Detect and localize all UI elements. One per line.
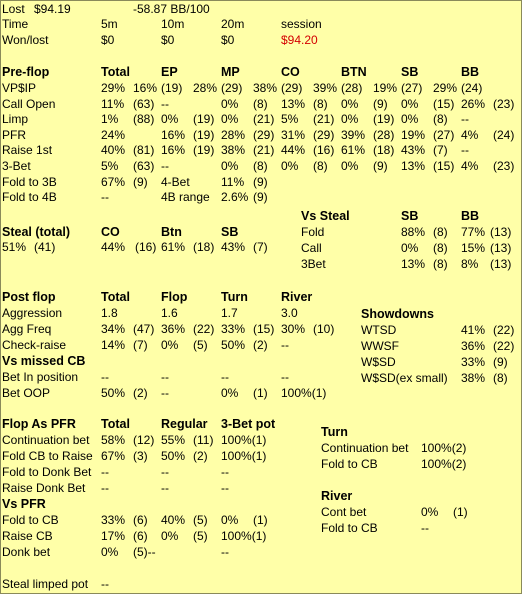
preflop-cell: 26% bbox=[461, 97, 486, 111]
preflop-cell: 4-Bet bbox=[161, 175, 190, 189]
col-5m: 5m bbox=[101, 17, 118, 31]
lost-value: $94.19 bbox=[34, 2, 71, 16]
showdown-value: 38% bbox=[461, 371, 486, 385]
preflop-col-header: BB bbox=[461, 65, 480, 79]
flop-as-pfr-regular-count: (2) bbox=[193, 449, 208, 463]
river-row-label: Cont bet bbox=[321, 505, 367, 519]
postflop-total-count: (47) bbox=[133, 322, 155, 336]
steal-co-value: 44% bbox=[101, 240, 126, 254]
preflop-cell: 40% bbox=[101, 143, 126, 157]
flop-as-pfr-3bet-value: -- bbox=[221, 465, 229, 479]
vs-pfr-regular-value: 40% bbox=[161, 513, 186, 527]
vs-steal-row-label: 3Bet bbox=[301, 257, 326, 271]
vs-pfr-row-label: Donk bet bbox=[2, 545, 51, 559]
preflop-cell: (8) bbox=[313, 97, 328, 111]
preflop-col-header: BTN bbox=[341, 65, 367, 79]
vs-steal-sb-value: 13% bbox=[401, 257, 426, 271]
vs-steal-sb-count: (8) bbox=[433, 225, 448, 239]
preflop-cell: 5% bbox=[281, 112, 299, 126]
showdown-count: (9) bbox=[493, 355, 508, 369]
preflop-cell: (9) bbox=[373, 97, 388, 111]
postflop-flop-header: Flop bbox=[161, 290, 188, 304]
preflop-cell: 31% bbox=[281, 128, 306, 142]
preflop-cell: 19% bbox=[373, 81, 398, 95]
showdown-value: 33% bbox=[461, 355, 486, 369]
turn-value: 100%(2) bbox=[421, 457, 467, 471]
preflop-cell: -- bbox=[161, 159, 169, 173]
vs-steal-header: Vs Steal bbox=[301, 209, 350, 223]
vs-steal-bb-count: (13) bbox=[490, 257, 512, 271]
steal-total-value: 51% bbox=[2, 240, 27, 254]
preflop-cell: (15) bbox=[433, 97, 455, 111]
flop-as-pfr-row-label: Fold to Donk Bet bbox=[2, 465, 92, 479]
steal-sb-count: (7) bbox=[253, 240, 268, 254]
preflop-cell: 0% bbox=[221, 112, 239, 126]
flop-as-pfr-3bet-value: 100%(1) bbox=[221, 433, 267, 447]
postflop-flop-value: -- bbox=[161, 370, 169, 384]
showdown-row-label: W$SD(ex small) bbox=[361, 371, 448, 385]
flop-as-pfr-regular-header: Regular bbox=[161, 417, 208, 431]
postflop-turn-value: -- bbox=[221, 370, 229, 384]
vs-pfr-regular-value: 0% bbox=[161, 529, 179, 543]
vs-steal-row-label: Call bbox=[301, 241, 322, 255]
preflop-cell: (27) bbox=[401, 81, 423, 95]
preflop-col-header: MP bbox=[221, 65, 240, 79]
postflop-row-label: Check-raise bbox=[2, 338, 67, 352]
preflop-row-label: Limp bbox=[2, 112, 29, 126]
showdown-row-label: WTSD bbox=[361, 323, 397, 337]
flop-as-pfr-3bet-value: 100%(1) bbox=[221, 449, 267, 463]
preflop-cell: 11% bbox=[221, 175, 245, 189]
showdown-row-label: WWSF bbox=[361, 339, 399, 353]
steal-sb-header: SB bbox=[221, 225, 239, 239]
postflop-total-count: (2) bbox=[133, 386, 148, 400]
preflop-cell: 0% bbox=[341, 159, 359, 173]
preflop-cell: (19) bbox=[193, 143, 215, 157]
preflop-cell: (8) bbox=[313, 159, 328, 173]
postflop-flop-value: 0% bbox=[161, 338, 179, 352]
postflop-total-value: 50% bbox=[101, 386, 126, 400]
showdown-value: 41% bbox=[461, 323, 486, 337]
preflop-cell: 1% bbox=[101, 112, 119, 126]
steal-limped-pot-label: Steal limped pot bbox=[2, 577, 89, 591]
postflop-turn-value: 0% bbox=[221, 386, 239, 400]
preflop-cell: (16) bbox=[313, 143, 335, 157]
flop-as-pfr-regular-value: -- bbox=[161, 481, 169, 495]
vs-steal-sb-count: (8) bbox=[433, 257, 448, 271]
turn-row-label: Continuation bet bbox=[321, 441, 409, 455]
turn-value: 100%(2) bbox=[421, 441, 467, 455]
flop-as-pfr-3bet-value: -- bbox=[221, 481, 229, 495]
flop-as-pfr-total-value: 67% bbox=[101, 449, 126, 463]
preflop-row-label: VP$IP bbox=[2, 81, 37, 95]
preflop-cell: 38% bbox=[221, 143, 246, 157]
preflop-cell: (23) bbox=[493, 159, 515, 173]
vs-steal-bb-value: 8% bbox=[461, 257, 479, 271]
preflop-cell: (63) bbox=[133, 97, 155, 111]
preflop-cell: -- bbox=[461, 112, 469, 126]
vs-steal-bb-count: (13) bbox=[490, 225, 512, 239]
preflop-cell: 43% bbox=[401, 143, 426, 157]
flop-as-pfr-regular-value: 50% bbox=[161, 449, 186, 463]
preflop-cell: 44% bbox=[281, 143, 306, 157]
preflop-cell: 0% bbox=[341, 97, 359, 111]
preflop-cell: 61% bbox=[341, 143, 366, 157]
preflop-cell: 0% bbox=[401, 97, 419, 111]
postflop-river-value: 30% bbox=[281, 322, 306, 336]
preflop-cell: 28% bbox=[221, 128, 246, 142]
steal-limped-pot-value: -- bbox=[101, 577, 109, 591]
postflop-turn-value: 1.7 bbox=[221, 306, 238, 320]
vs-pfr-total-value: 33% bbox=[101, 513, 126, 527]
turn-row-label: Fold to CB bbox=[321, 457, 378, 471]
preflop-cell: 5% bbox=[101, 159, 119, 173]
preflop-cell: 11% bbox=[101, 97, 125, 111]
postflop-river-value: 100%(1) bbox=[281, 386, 327, 400]
preflop-cell: (8) bbox=[253, 97, 268, 111]
postflop-total-value: 14% bbox=[101, 338, 126, 352]
postflop-flop-value: 1.6 bbox=[161, 306, 178, 320]
vs-pfr-3bet-count: (1) bbox=[253, 513, 268, 527]
preflop-cell: (8) bbox=[433, 112, 448, 126]
postflop-total-value: 34% bbox=[101, 322, 126, 336]
postflop-river-count: (10) bbox=[313, 322, 335, 336]
postflop-river-header: River bbox=[281, 290, 313, 304]
preflop-cell: 2.6% bbox=[221, 190, 249, 204]
postflop-turn-count: (1) bbox=[253, 386, 268, 400]
preflop-cell: 0% bbox=[341, 112, 359, 126]
flop-as-pfr-total-count: (3) bbox=[133, 449, 148, 463]
showdown-value: 36% bbox=[461, 339, 486, 353]
preflop-cell: (28) bbox=[373, 128, 395, 142]
wonlost-10m: $0 bbox=[161, 33, 175, 47]
vs-pfr-row-label: Fold to CB bbox=[2, 513, 59, 527]
preflop-cell: 4% bbox=[461, 128, 479, 142]
flop-as-pfr-row-label: Raise Donk Bet bbox=[2, 481, 86, 495]
preflop-cell: (21) bbox=[253, 112, 275, 126]
wonlost-20m: $0 bbox=[221, 33, 235, 47]
postflop-header: Post flop bbox=[2, 290, 56, 304]
river-row-label: Fold to CB bbox=[321, 521, 378, 535]
river-header: River bbox=[321, 489, 353, 503]
postflop-total-header: Total bbox=[101, 290, 130, 304]
preflop-cell: (9) bbox=[373, 159, 388, 173]
preflop-cell: (21) bbox=[313, 112, 335, 126]
postflop-river-value: -- bbox=[281, 370, 289, 384]
preflop-cell: (27) bbox=[433, 128, 455, 142]
showdown-count: (8) bbox=[493, 371, 508, 385]
vs-pfr-total-count: (6) bbox=[133, 529, 148, 543]
preflop-col-header: SB bbox=[401, 65, 419, 79]
preflop-cell: 16% bbox=[161, 143, 186, 157]
preflop-row-label: PFR bbox=[2, 128, 26, 142]
preflop-cell: 67% bbox=[101, 175, 126, 189]
preflop-cell: (19) bbox=[373, 112, 395, 126]
preflop-row-label: Fold to 4B bbox=[2, 190, 57, 204]
preflop-cell: 0% bbox=[401, 112, 419, 126]
preflop-cell: (7) bbox=[433, 143, 448, 157]
preflop-row-label: Fold to 3B bbox=[2, 175, 57, 189]
vs-steal-sb-value: 0% bbox=[401, 241, 419, 255]
preflop-cell: 16% bbox=[161, 128, 186, 142]
preflop-cell: (29) bbox=[253, 128, 275, 142]
postflop-turn-count: (15) bbox=[253, 322, 275, 336]
preflop-cell: (9) bbox=[133, 175, 148, 189]
preflop-row-label: Raise 1st bbox=[2, 143, 53, 157]
vs-pfr-row-label: Raise CB bbox=[2, 529, 53, 543]
col-session: session bbox=[281, 17, 322, 31]
vs-steal-bb-value: 15% bbox=[461, 241, 486, 255]
preflop-cell: -- bbox=[161, 97, 169, 111]
flop-as-pfr-3bet-header: 3-Bet pot bbox=[221, 417, 276, 431]
postflop-total-value: 1.8 bbox=[101, 306, 118, 320]
postflop-row-label: Aggression bbox=[2, 306, 63, 320]
vs-pfr-3bet-value: -- bbox=[221, 545, 229, 559]
preflop-cell: (29) bbox=[281, 81, 303, 95]
vs-pfr-total-value: 0% bbox=[101, 545, 119, 559]
vs-steal-bb-header: BB bbox=[461, 209, 480, 223]
postflop-flop-count: (5) bbox=[193, 338, 208, 352]
preflop-cell: 19% bbox=[401, 128, 426, 142]
flop-as-pfr-total-value: -- bbox=[101, 465, 109, 479]
preflop-cell: (28) bbox=[341, 81, 363, 95]
preflop-cell: (81) bbox=[133, 143, 155, 157]
preflop-cell: 4B range bbox=[161, 190, 210, 204]
postflop-turn-count: (2) bbox=[253, 338, 268, 352]
river-count: (1) bbox=[453, 505, 468, 519]
preflop-cell: 24% bbox=[101, 128, 126, 142]
preflop-cell: (23) bbox=[493, 97, 515, 111]
preflop-cell: (63) bbox=[133, 159, 155, 173]
time-label: Time bbox=[2, 17, 29, 31]
preflop-row-label: 3-Bet bbox=[2, 159, 31, 173]
postflop-flop-value: 36% bbox=[161, 322, 186, 336]
preflop-row-label: Call Open bbox=[2, 97, 56, 111]
vs-pfr-total-value: 17% bbox=[101, 529, 126, 543]
preflop-cell: (9) bbox=[253, 190, 268, 204]
preflop-cell: 16% bbox=[133, 81, 158, 95]
preflop-cell: (18) bbox=[373, 143, 395, 157]
river-value: 0% bbox=[421, 505, 439, 519]
preflop-cell: (24) bbox=[493, 128, 515, 142]
vs-steal-bb-value: 77% bbox=[461, 225, 486, 239]
flop-as-pfr-total-header: Total bbox=[101, 417, 130, 431]
flop-as-pfr-regular-count: (11) bbox=[193, 433, 214, 447]
preflop-cell: 0% bbox=[221, 159, 239, 173]
showdowns-header: Showdowns bbox=[361, 307, 434, 321]
showdown-count: (22) bbox=[493, 323, 515, 337]
flop-as-pfr-row-label: Continuation bet bbox=[2, 433, 90, 447]
steal-btn-value: 61% bbox=[161, 240, 186, 254]
steal-btn-header: Btn bbox=[161, 225, 182, 239]
flop-as-pfr-header: Flop As PFR bbox=[2, 417, 76, 431]
vs-pfr-total-count: (5)-- bbox=[133, 545, 156, 559]
vs-pfr-header: Vs PFR bbox=[2, 497, 46, 511]
vs-steal-sb-count: (8) bbox=[433, 241, 448, 255]
preflop-cell: (19) bbox=[161, 81, 183, 95]
postflop-river-value: 3.0 bbox=[281, 306, 298, 320]
flop-as-pfr-total-value: -- bbox=[101, 481, 109, 495]
preflop-col-header: EP bbox=[161, 65, 178, 79]
preflop-cell: 4% bbox=[461, 159, 479, 173]
preflop-col-header: Total bbox=[101, 65, 130, 79]
preflop-cell: 28% bbox=[193, 81, 218, 95]
preflop-cell: (88) bbox=[133, 112, 155, 126]
flop-as-pfr-total-count: (12) bbox=[133, 433, 155, 447]
preflop-col-header: CO bbox=[281, 65, 300, 79]
postflop-turn-header: Turn bbox=[221, 290, 248, 304]
preflop-cell: 13% bbox=[401, 159, 426, 173]
postflop-total-count: (7) bbox=[133, 338, 148, 352]
preflop-cell: 0% bbox=[281, 159, 299, 173]
preflop-header: Pre-flop bbox=[2, 65, 50, 79]
preflop-cell: (19) bbox=[193, 112, 215, 126]
showdown-count: (22) bbox=[493, 339, 515, 353]
wonlost-session: $94.20 bbox=[281, 33, 318, 47]
preflop-cell: 0% bbox=[221, 97, 239, 111]
col-10m: 10m bbox=[161, 17, 185, 31]
vs-pfr-total-count: (6) bbox=[133, 513, 148, 527]
preflop-cell: -- bbox=[101, 190, 109, 204]
turn-header: Turn bbox=[321, 425, 348, 439]
river-value: -- bbox=[421, 521, 429, 535]
vs-pfr-3bet-value: 0% bbox=[221, 513, 239, 527]
preflop-cell: (24) bbox=[461, 81, 483, 95]
steal-sb-value: 43% bbox=[221, 240, 246, 254]
postflop-turn-value: 50% bbox=[221, 338, 246, 352]
wonlost-label: Won/lost bbox=[2, 33, 49, 47]
preflop-cell: 38% bbox=[253, 81, 278, 95]
preflop-cell: (21) bbox=[253, 143, 275, 157]
preflop-cell: (19) bbox=[193, 128, 215, 142]
vs-pfr-regular-count: (5) bbox=[193, 513, 208, 527]
postflop-row-label: Bet In position bbox=[2, 370, 79, 384]
showdown-row-label: W$SD bbox=[361, 355, 396, 369]
steal-co-count: (16) bbox=[135, 240, 157, 254]
preflop-cell: (8) bbox=[253, 159, 268, 173]
postflop-total-value: -- bbox=[101, 370, 109, 384]
preflop-cell: 29% bbox=[433, 81, 458, 95]
preflop-cell: (9) bbox=[253, 175, 268, 189]
preflop-cell: (15) bbox=[433, 159, 455, 173]
flop-as-pfr-row-label: Fold CB to Raise bbox=[2, 449, 93, 463]
vs-missed-cb-header: Vs missed CB bbox=[2, 354, 86, 368]
steal-total-count: (41) bbox=[34, 240, 56, 254]
flop-as-pfr-total-value: 58% bbox=[101, 433, 126, 447]
steal-header: Steal (total) bbox=[2, 225, 71, 239]
preflop-cell: 39% bbox=[341, 128, 366, 142]
vs-pfr-regular-count: (5) bbox=[193, 529, 208, 543]
vs-pfr-3bet-value: 100%(1) bbox=[221, 529, 267, 543]
steal-btn-count: (18) bbox=[193, 240, 215, 254]
postflop-row-label: Agg Freq bbox=[2, 322, 52, 336]
preflop-cell: (29) bbox=[221, 81, 243, 95]
preflop-cell: 0% bbox=[161, 112, 179, 126]
lost-label: Lost bbox=[2, 2, 25, 16]
flop-as-pfr-regular-value: -- bbox=[161, 465, 169, 479]
vs-steal-sb-value: 88% bbox=[401, 225, 426, 239]
postflop-river-value: -- bbox=[281, 338, 289, 352]
preflop-cell: 13% bbox=[281, 97, 306, 111]
bb100-value: -58.87 BB/100 bbox=[133, 2, 210, 16]
postflop-row-label: Bet OOP bbox=[2, 386, 51, 400]
postflop-turn-value: 33% bbox=[221, 322, 246, 336]
wonlost-5m: $0 bbox=[101, 33, 115, 47]
preflop-cell: 29% bbox=[101, 81, 126, 95]
preflop-cell: 39% bbox=[313, 81, 338, 95]
preflop-cell: (29) bbox=[313, 128, 335, 142]
vs-steal-row-label: Fold bbox=[301, 225, 325, 239]
vs-steal-sb-header: SB bbox=[401, 209, 419, 223]
postflop-flop-count: (22) bbox=[193, 322, 215, 336]
flop-as-pfr-regular-value: 55% bbox=[161, 433, 186, 447]
postflop-flop-value: -- bbox=[161, 386, 169, 400]
col-20m: 20m bbox=[221, 17, 245, 31]
preflop-cell: -- bbox=[461, 143, 469, 157]
vs-steal-bb-count: (13) bbox=[490, 241, 512, 255]
steal-co-header: CO bbox=[101, 225, 120, 239]
